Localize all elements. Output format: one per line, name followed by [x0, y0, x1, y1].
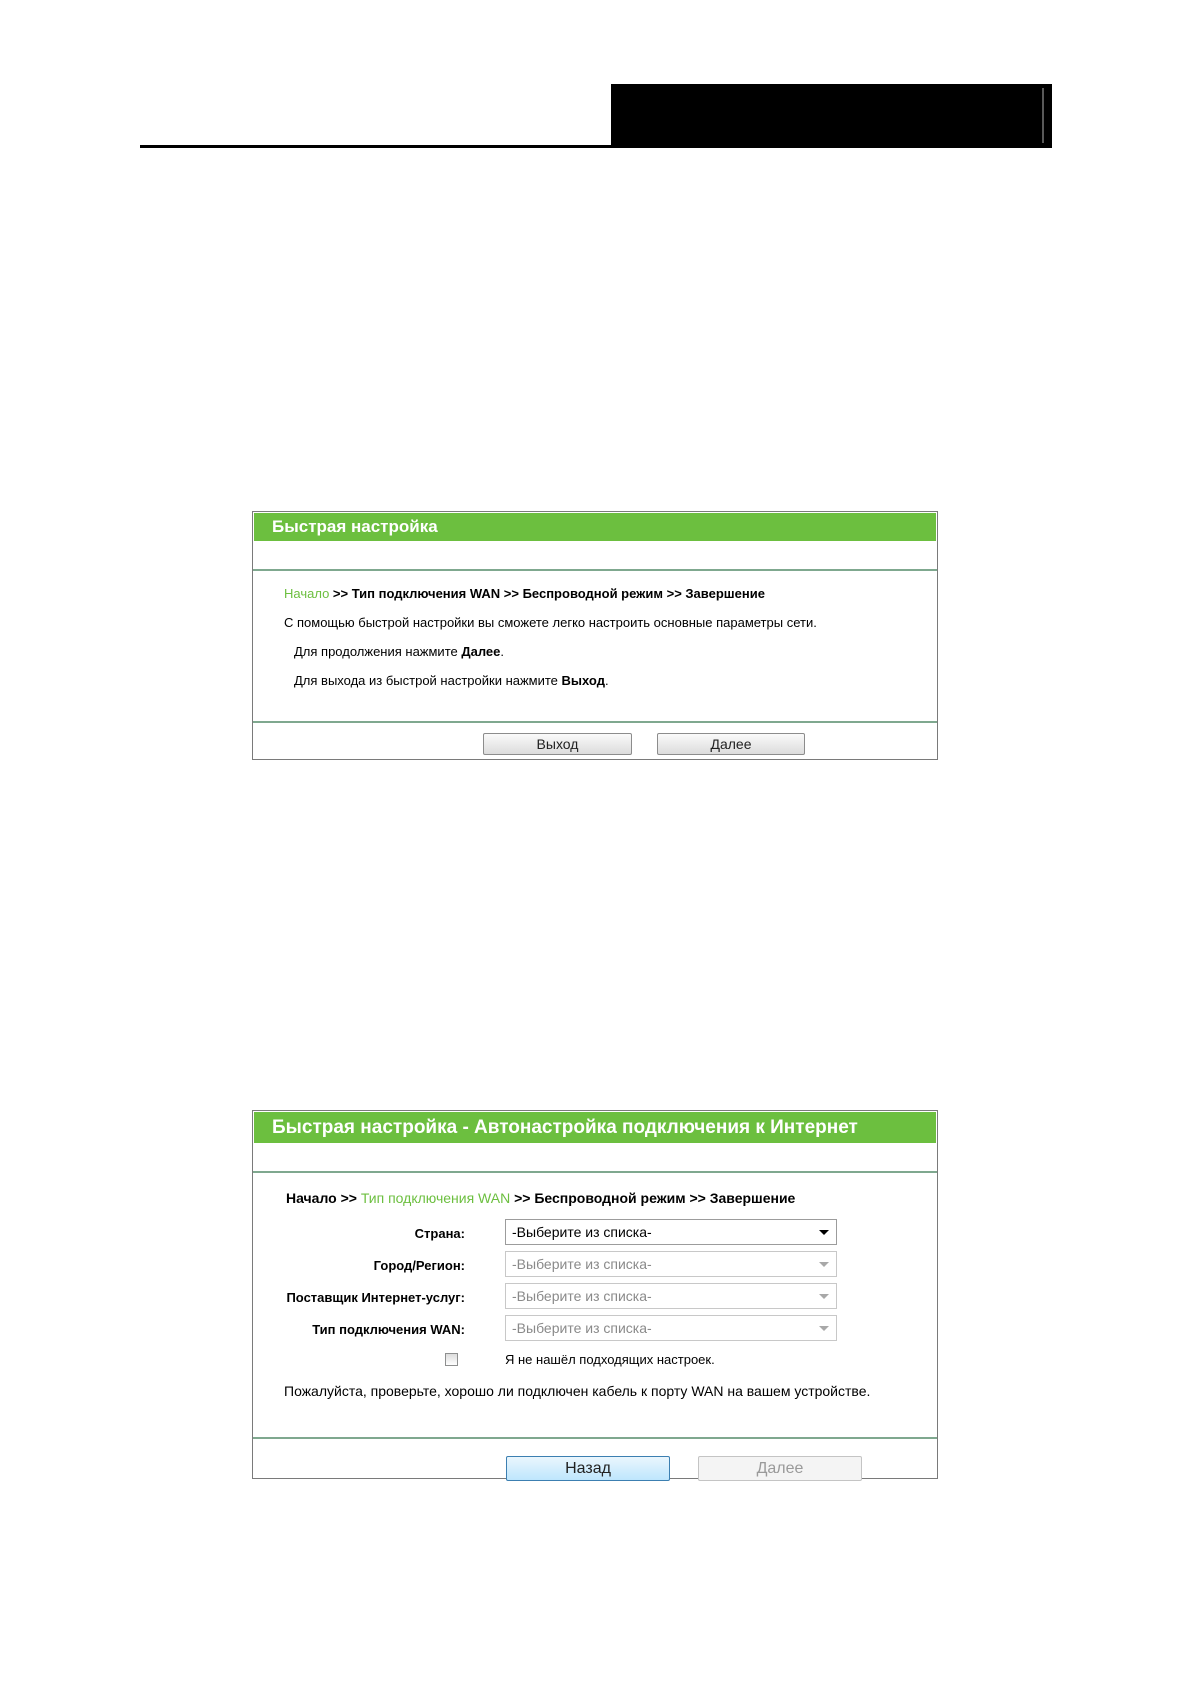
- header-notch: [1042, 88, 1044, 143]
- panel-title: Быстрая настройка - Автонастройка подключения к Интернет: [254, 1112, 936, 1143]
- chevron-down-icon: [819, 1230, 829, 1235]
- country-select-value: -Выберите из списка-: [512, 1224, 652, 1240]
- quick-setup-start-panel: [252, 511, 938, 760]
- breadcrumb-step-active: Тип подключения WAN: [360, 1190, 511, 1206]
- chevron-down-icon: [819, 1326, 829, 1331]
- bottom-rule: [253, 721, 937, 723]
- isp-select[interactable]: [505, 1283, 837, 1309]
- exit-hint-suffix: .: [604, 673, 609, 688]
- back-button[interactable]: Назад: [506, 1456, 670, 1481]
- exit-hint: [294, 673, 609, 688]
- continue-hint-bold: Далее: [461, 644, 501, 659]
- city-region-select[interactable]: [505, 1251, 837, 1277]
- city-region-label: Город/Регион:: [373, 1258, 465, 1273]
- continue-hint-prefix: Для продолжения нажмите: [294, 644, 462, 659]
- bottom-rule: [253, 1437, 937, 1439]
- chevron-down-icon: [819, 1262, 829, 1267]
- quick-setup-auto-connect-panel: [252, 1110, 938, 1479]
- continue-hint: [294, 644, 504, 659]
- title-band: [253, 542, 937, 571]
- wan-type-label: Тип подключения WAN:: [312, 1322, 465, 1337]
- header-block: [611, 84, 1052, 147]
- breadcrumb-before: Начало >>: [286, 1190, 361, 1206]
- exit-hint-prefix: Для выхода из быстрой настройки нажмите: [294, 673, 562, 688]
- breadcrumb-after: >> Беспроводной режим >> Завершение: [510, 1190, 796, 1206]
- city-region-select-value: -Выберите из списка-: [512, 1256, 652, 1272]
- isp-select-value: -Выберите из списка-: [512, 1288, 652, 1304]
- breadcrumb: [284, 586, 765, 601]
- no-settings-checkbox[interactable]: [445, 1353, 458, 1366]
- cable-check-note: Пожалуйста, проверьте, хорошо ли подключен кабель к порту WAN на вашем устройстве.: [284, 1383, 871, 1399]
- next-button-disabled[interactable]: Далее: [698, 1456, 862, 1481]
- wan-type-select[interactable]: [505, 1315, 837, 1341]
- breadcrumb-rest: >> Тип подключения WAN >> Беспроводной режим >> Завершение: [332, 586, 765, 601]
- exit-button[interactable]: Выход: [483, 733, 632, 755]
- breadcrumb-step-active: Начало: [284, 586, 330, 601]
- title-band: [253, 1144, 937, 1173]
- continue-hint-suffix: .: [500, 644, 505, 659]
- exit-hint-bold: Выход: [561, 673, 605, 688]
- panel-title: Быстрая настройка: [254, 513, 936, 541]
- country-label: Страна:: [414, 1226, 465, 1241]
- no-settings-checkbox-label: Я не нашёл подходящих настроек.: [505, 1352, 715, 1367]
- country-select[interactable]: [505, 1219, 837, 1245]
- next-button[interactable]: Далее: [657, 733, 805, 755]
- isp-label: Поставщик Интернет-услуг:: [286, 1290, 465, 1305]
- breadcrumb: [286, 1190, 795, 1206]
- wan-type-select-value: -Выберите из списка-: [512, 1320, 652, 1336]
- intro-text: С помощью быстрой настройки вы сможете легко настроить основные параметры сети.: [284, 615, 817, 630]
- chevron-down-icon: [819, 1294, 829, 1299]
